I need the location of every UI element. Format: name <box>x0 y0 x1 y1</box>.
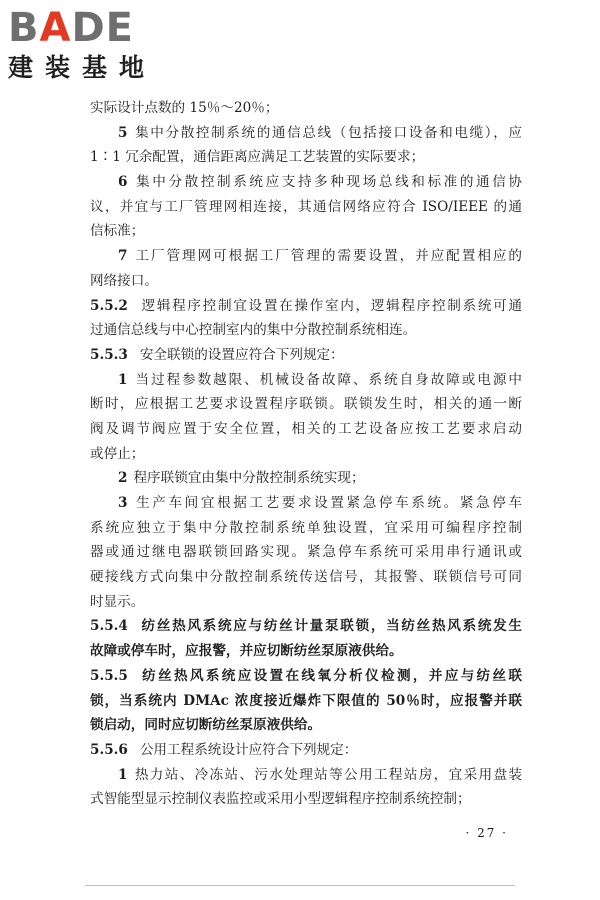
logo-brand-prefix: B <box>8 5 40 51</box>
clause-line <box>90 738 522 763</box>
line-text: 时显示。 <box>90 593 145 610</box>
clause-line <box>90 614 522 639</box>
line-text: 过通信总线与中心控制室内的集中分散控制系统相连。 <box>90 322 417 339</box>
item-number: 6 <box>118 174 128 191</box>
clause-line <box>90 294 522 319</box>
item-number: 3 <box>118 495 128 511</box>
line-text: 信标准； <box>90 223 145 240</box>
footer-divider <box>85 885 515 886</box>
clause-number: 5.5.4 <box>90 618 128 635</box>
text-line <box>90 417 522 442</box>
line-text: 纺丝热风系统应设置在线氧分析仪检测，并应与纺丝联 <box>139 667 522 684</box>
logo-brand <box>8 6 178 50</box>
text-line <box>90 713 522 738</box>
line-text: 系统应独立于集中分散控制系统单独设置，宜采用可编程序控制 <box>90 519 522 536</box>
logo <box>8 6 178 90</box>
text-line <box>90 318 522 343</box>
line-text: 集中分散控制系统的通信总线（包括接口设备和电缆），应 <box>133 124 522 141</box>
line-text: 器或通过继电器联锁回路实现。紧急停车系统可采用串行通讯或 <box>90 544 522 561</box>
item-line <box>90 491 522 516</box>
line-text: 实际设计点数的 15％～20％； <box>90 100 279 116</box>
line-text: 热力站、冷冻站、污水处理站等公用工程站房，宜采用盘装 <box>133 766 522 783</box>
line-text: 纺丝热风系统应与纺丝计量泵联锁，当纺丝热风系统发生 <box>139 618 522 635</box>
item-line <box>90 121 522 146</box>
text-line <box>90 516 522 541</box>
logo-brand-suffix: DE <box>71 5 134 51</box>
line-text: 公用工程系统设计应符合下列规定： <box>139 741 358 758</box>
item-number: 5 <box>118 124 128 141</box>
logo-brand-accent: A <box>39 5 72 51</box>
line-text: 当过程参数越限、机械设备故障、系统自身故障或电源中 <box>133 371 522 388</box>
item-number: 7 <box>118 248 128 265</box>
text-line <box>90 590 522 615</box>
line-text: 或停止； <box>90 445 145 462</box>
page-number: · 27 · <box>465 826 508 840</box>
line-text: 网络接口。 <box>90 272 158 289</box>
text-line <box>90 219 522 244</box>
line-text: 1∶1 冗余配置，通信距离应满足工艺装置的实际要求； <box>90 149 425 166</box>
line-text: 硬接线方式向集中分散控制系统传送信号，其报警、联锁信号可同 <box>90 569 522 586</box>
logo-subtitle: 建装基地 <box>8 53 157 82</box>
clause-number: 5.5.3 <box>90 346 128 363</box>
text-line <box>90 145 522 170</box>
line-text: 式智能型显示控制仪表监控或采用小型逻辑程序控制系统控制； <box>90 791 471 808</box>
item-number: 2 <box>118 470 128 487</box>
line-text: 程序联锁宜由集中分散控制系统实现； <box>133 470 365 487</box>
clause-line <box>90 664 522 689</box>
clause-number: 5.5.2 <box>90 297 128 314</box>
line-text: 工厂管理网可根据工厂管理的需要设置，并应配置相应的 <box>133 248 522 265</box>
line-text: 锁，当系统内 DMAc 浓度接近爆炸下限值的 50％时，应报警并联 <box>90 692 522 709</box>
text-line <box>90 392 522 417</box>
item-line <box>90 170 522 195</box>
line-text: 锁启动，同时应切断纺丝泵原液供给。 <box>90 717 322 734</box>
item-line <box>90 368 522 393</box>
document-body <box>90 96 522 812</box>
text-line <box>90 540 522 565</box>
text-line <box>90 565 522 590</box>
line-text: 断时，应根据工艺要求设置程序联锁。联锁发生时，相关的通一断 <box>90 396 522 413</box>
clause-line <box>90 343 522 368</box>
clause-number: 5.5.5 <box>90 667 128 684</box>
item-line <box>90 244 522 269</box>
line-text: 故障或停车时，应报警，并应切断纺丝泵原液供给。 <box>90 643 403 660</box>
line-text: 集中分散控制系统应支持多种现场总线和标准的通信协 <box>133 174 522 191</box>
text-line <box>90 442 522 467</box>
item-line <box>90 466 522 491</box>
line-text: 安全联锁的设置应符合下列规定： <box>139 346 344 363</box>
line-text: 逻辑程序控制宜设置在操作室内，逻辑程序控制系统可通 <box>139 297 522 314</box>
text-line <box>90 639 522 664</box>
line-text: 议，并宜与工厂管理网相连接，其通信网络应符合 ISO/IEEE 的通 <box>90 198 522 215</box>
clause-number: 5.5.6 <box>90 741 128 758</box>
text-line <box>90 787 522 812</box>
line-text: 阀及调节阀应置于安全位置，相关的工艺设备应按工艺要求启动 <box>90 420 522 437</box>
item-number: 1 <box>118 371 128 388</box>
text-line <box>90 195 522 220</box>
text-line <box>90 689 522 714</box>
line-text: 生产车间宜根据工艺要求设置紧急停车系统。紧急停车 <box>133 495 522 511</box>
text-line <box>90 96 522 121</box>
text-line <box>90 269 522 294</box>
item-line <box>90 763 522 788</box>
item-number: 1 <box>118 766 128 783</box>
